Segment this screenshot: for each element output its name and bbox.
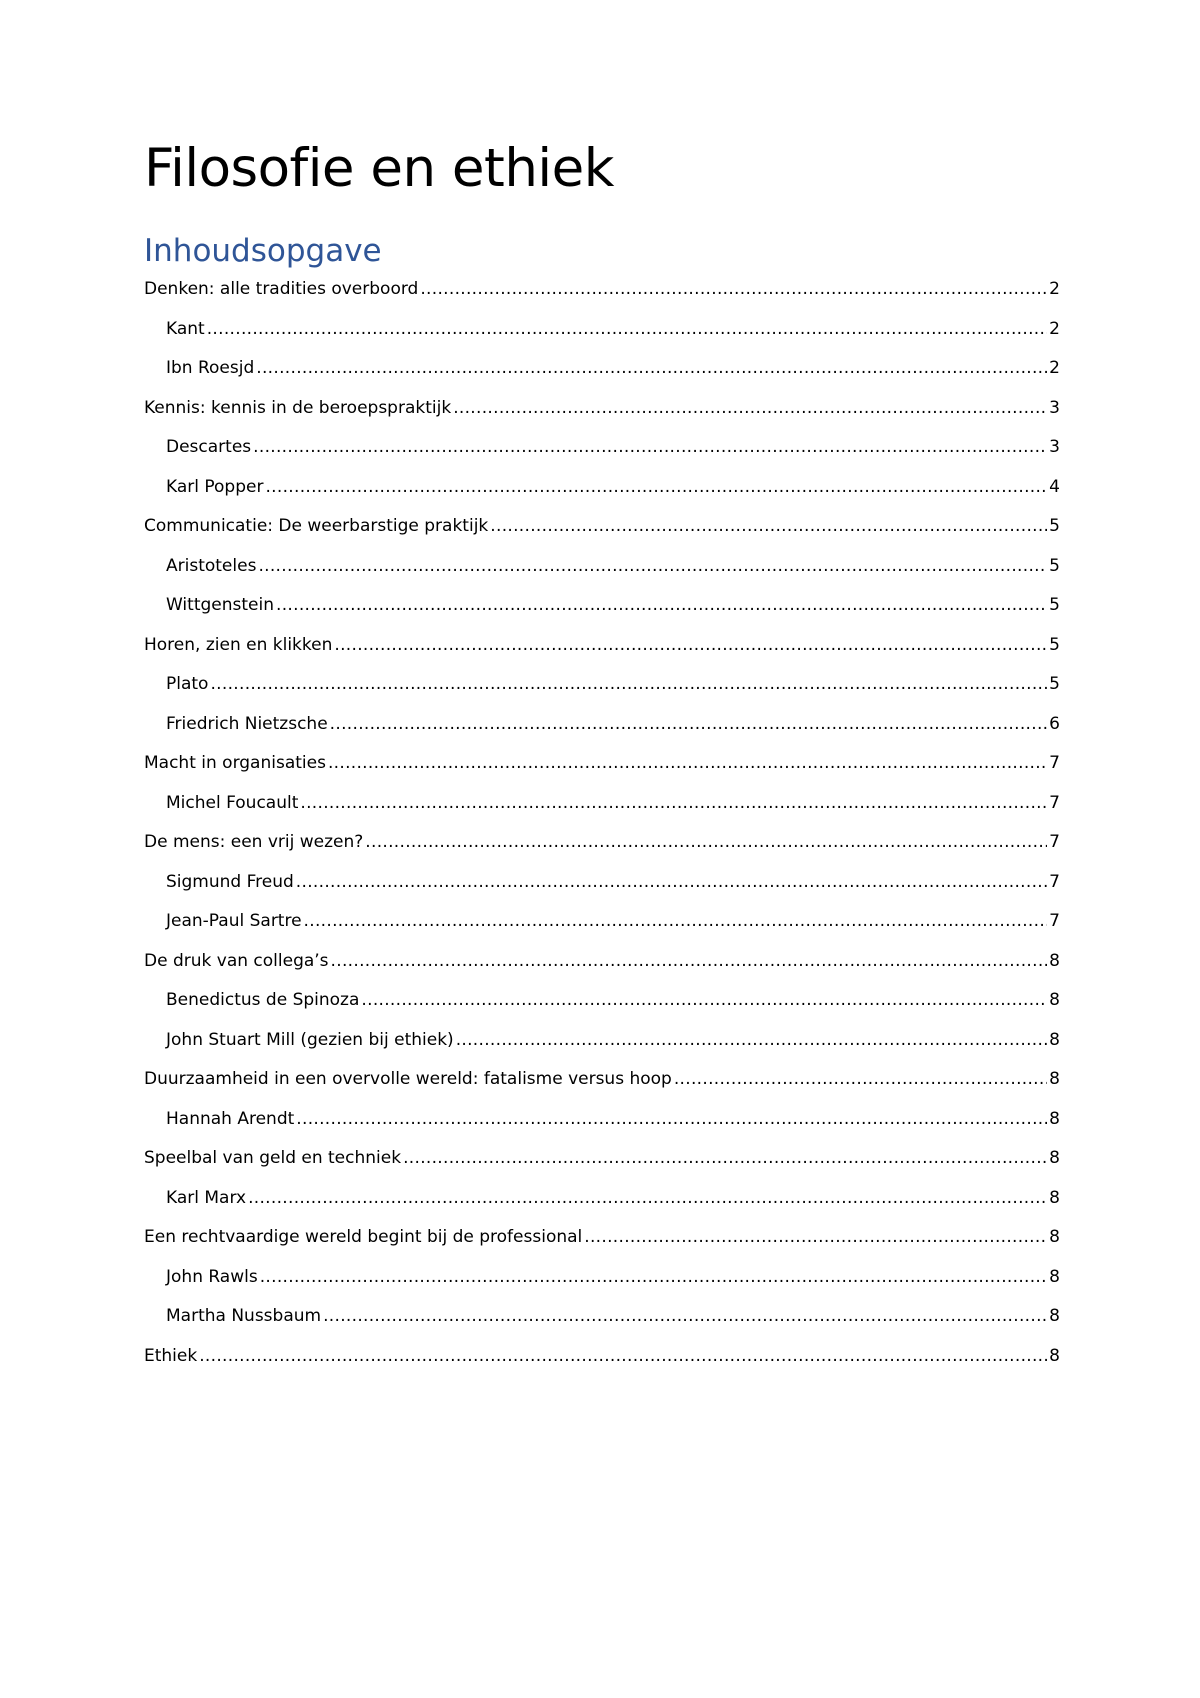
toc-entry-section[interactable]	[144, 1301, 1060, 1341]
toc-entry-page-number: 8	[1049, 1227, 1060, 1247]
toc-entry-label: Duurzaamheid in een overvolle wereld: fatalisme versus hoop	[144, 1069, 672, 1089]
toc-heading: Inhoudsopgave	[144, 233, 382, 269]
toc-entry-page-number: 2	[1049, 318, 1060, 339]
toc-dot-leader	[323, 1301, 1047, 1332]
toc-entry-label: Michel Foucault	[166, 792, 299, 813]
toc-dot-leader	[296, 867, 1047, 898]
toc-entry-label: Jean-Paul Sartre	[166, 911, 302, 931]
toc-entry-label: Speelbal van geld en techniek	[144, 1148, 402, 1168]
toc-entry-section[interactable]	[144, 432, 1060, 472]
toc-dot-leader	[490, 511, 1047, 542]
toc-dot-leader	[330, 709, 1048, 740]
toc-entry-page-number: 8	[1049, 1029, 1060, 1050]
toc-entry-page-number: 8	[1049, 1108, 1060, 1129]
toc-entry-page-number: 5	[1049, 674, 1060, 694]
toc-dot-leader	[210, 669, 1047, 700]
toc-entry-label: De druk van collega’s	[144, 950, 329, 971]
toc-entry-label: Karl Marx	[166, 1187, 247, 1208]
toc-entry-page-number: 5	[1049, 595, 1060, 615]
toc-entry-section[interactable]	[144, 1262, 1060, 1302]
toc-entry-chapter[interactable]	[144, 393, 1060, 433]
toc-entry-label: Kennis: kennis in de beroepspraktijk	[144, 397, 452, 418]
toc-entry-page-number: 8	[1049, 1187, 1060, 1208]
toc-entry-page-number: 5	[1049, 555, 1060, 576]
toc-entry-label: John Stuart Mill (gezien bij ethiek)	[166, 1029, 454, 1050]
toc-dot-leader	[207, 314, 1047, 345]
toc-dot-leader	[253, 432, 1047, 463]
toc-entry-label: Descartes	[166, 437, 252, 457]
toc-entry-chapter[interactable]	[144, 630, 1060, 670]
toc-entry-label: Benedictus de Spinoza	[166, 990, 360, 1010]
toc-entry-chapter[interactable]	[144, 748, 1060, 788]
toc-dot-leader	[334, 630, 1047, 661]
toc-entry-page-number: 5	[1049, 516, 1060, 536]
toc-entry-label: Wittgenstein	[166, 595, 274, 615]
toc-dot-leader	[403, 1143, 1047, 1174]
toc-entry-label: Ethiek	[144, 1345, 198, 1366]
toc-dot-leader	[361, 985, 1047, 1016]
toc-dot-leader	[260, 1262, 1047, 1293]
toc-entry-page-number: 6	[1049, 713, 1060, 734]
toc-entry-section[interactable]	[144, 472, 1060, 512]
toc-entry-section[interactable]	[144, 314, 1060, 354]
toc-entry-label: John Rawls	[166, 1266, 258, 1287]
toc-entry-label: Denken: alle tradities overboord	[144, 279, 419, 299]
toc-entry-page-number: 8	[1049, 1266, 1060, 1287]
toc-dot-leader	[296, 1104, 1047, 1135]
toc-entry-section[interactable]	[144, 551, 1060, 591]
toc-entry-chapter[interactable]	[144, 1064, 1060, 1104]
toc-entry-page-number: 8	[1049, 1345, 1060, 1366]
toc-entry-chapter[interactable]	[144, 1222, 1060, 1262]
toc-entry-page-number: 7	[1049, 832, 1060, 852]
toc-dot-leader	[300, 788, 1047, 819]
toc-entry-page-number: 4	[1049, 476, 1060, 497]
toc-dot-leader	[248, 1183, 1047, 1214]
toc-entry-label: Macht in organisaties	[144, 753, 326, 773]
toc-entry-label: Ibn Roesjd	[166, 358, 255, 378]
toc-dot-leader	[365, 827, 1047, 858]
toc-entry-page-number: 8	[1049, 1148, 1060, 1168]
toc-entry-page-number: 7	[1049, 792, 1060, 813]
toc-entry-section[interactable]	[144, 353, 1060, 393]
table-of-contents	[144, 274, 1060, 1380]
toc-dot-leader	[328, 748, 1047, 779]
toc-entry-page-number: 7	[1049, 911, 1060, 931]
toc-entry-page-number: 8	[1049, 990, 1060, 1010]
toc-entry-label: Plato	[166, 674, 209, 694]
toc-entry-section[interactable]	[144, 590, 1060, 630]
toc-dot-leader	[420, 274, 1047, 305]
toc-entry-section[interactable]	[144, 1183, 1060, 1223]
toc-entry-section[interactable]	[144, 867, 1060, 907]
toc-entry-section[interactable]	[144, 1025, 1060, 1065]
toc-entry-label: Kant	[166, 318, 205, 339]
toc-dot-leader	[331, 946, 1048, 977]
toc-dot-leader	[276, 590, 1047, 621]
toc-entry-label: Communicatie: De weerbarstige praktijk	[144, 516, 489, 536]
toc-entry-page-number: 8	[1049, 1306, 1060, 1326]
toc-entry-page-number: 7	[1049, 753, 1060, 773]
toc-dot-leader	[265, 472, 1047, 503]
toc-entry-page-number: 2	[1049, 279, 1060, 299]
toc-entry-chapter[interactable]	[144, 511, 1060, 551]
toc-dot-leader	[584, 1222, 1047, 1253]
toc-entry-label: Friedrich Nietzsche	[166, 713, 328, 734]
toc-entry-label: Karl Popper	[166, 476, 264, 497]
toc-entry-section[interactable]	[144, 709, 1060, 749]
toc-entry-page-number: 7	[1049, 871, 1060, 892]
toc-entry-label: De mens: een vrij wezen?	[144, 832, 364, 852]
toc-entry-chapter[interactable]	[144, 1143, 1060, 1183]
toc-entry-section[interactable]	[144, 985, 1060, 1025]
toc-entry-section[interactable]	[144, 669, 1060, 709]
toc-entry-label: Hannah Arendt	[166, 1108, 295, 1129]
toc-entry-section[interactable]	[144, 788, 1060, 828]
toc-dot-leader	[304, 906, 1048, 937]
toc-entry-chapter[interactable]	[144, 274, 1060, 314]
toc-dot-leader	[258, 551, 1047, 582]
toc-entry-section[interactable]	[144, 906, 1060, 946]
toc-entry-label: Martha Nussbaum	[166, 1306, 322, 1326]
toc-dot-leader	[199, 1341, 1047, 1372]
toc-entry-page-number: 8	[1049, 1069, 1060, 1089]
toc-entry-page-number: 3	[1049, 397, 1060, 418]
toc-entry-chapter[interactable]	[144, 827, 1060, 867]
toc-entry-label: Sigmund Freud	[166, 871, 294, 892]
toc-entry-page-number: 2	[1049, 358, 1060, 378]
toc-entry-label: Horen, zien en klikken	[144, 634, 333, 655]
toc-dot-leader	[453, 393, 1047, 424]
toc-entry-chapter[interactable]	[144, 946, 1060, 986]
toc-entry-label: Een rechtvaardige wereld begint bij de professional	[144, 1227, 583, 1247]
toc-entry-chapter[interactable]	[144, 1341, 1060, 1381]
toc-dot-leader	[456, 1025, 1047, 1056]
toc-entry-page-number: 3	[1049, 437, 1060, 457]
toc-entry-page-number: 5	[1049, 634, 1060, 655]
toc-entry-page-number: 8	[1049, 950, 1060, 971]
toc-entry-label: Aristoteles	[166, 555, 257, 576]
toc-entry-section[interactable]	[144, 1104, 1060, 1144]
toc-dot-leader	[256, 353, 1047, 384]
document-title: Filosofie en ethiek	[144, 138, 614, 199]
toc-dot-leader	[674, 1064, 1047, 1095]
